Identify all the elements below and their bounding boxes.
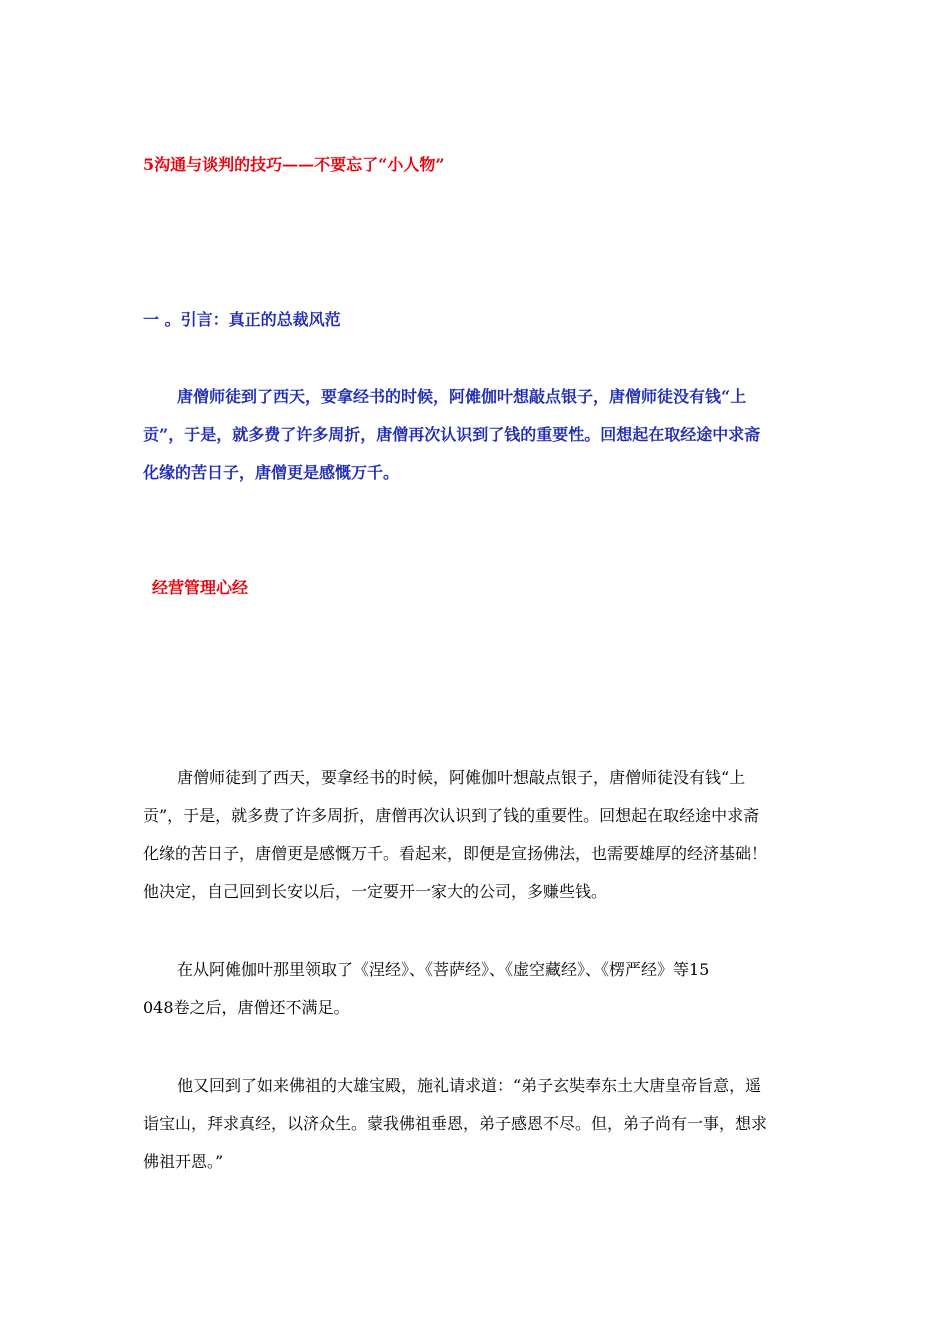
intro-line: 化缘的苦日子，唐僧更是感慨万千。: [143, 463, 400, 482]
body-paragraph: [143, 951, 803, 1027]
paragraph-line: 佛祖开恩。”: [143, 1152, 224, 1171]
paragraph-line: 化缘的苦日子，唐僧更是感慨万千。看起来，即便是宣扬佛法，也需要雄厚的经济基础！: [143, 844, 768, 863]
intro-line: 唐僧师徒到了西天，要拿经书的时候，阿傩伽叶想敲点银子，唐僧师徒没有钱“上: [177, 387, 747, 406]
paragraph-line: 贡”，于是，就多费了许多周折，唐僧再次认识到了钱的重要性。回想起在取经途中求斋: [143, 806, 760, 825]
intro-line: 贡”，于是，就多费了许多周折，唐僧再次认识到了钱的重要性。回想起在取经途中求斋: [143, 425, 761, 444]
paragraph-line: 唐僧师徒到了西天，要拿经书的时候，阿傩伽叶想敲点银子，唐僧师徒没有钱“上: [177, 768, 746, 787]
intro-paragraph: [143, 378, 803, 492]
paragraph-line: 他又回到了如来佛祖的大雄宝殿，施礼请求道：“弟子玄奘奉东土大唐皇帝旨意，遥: [177, 1076, 762, 1095]
document-title: 5沟通与谈判的技巧——不要忘了“小人物”: [143, 155, 445, 174]
body-paragraph: [143, 759, 803, 911]
section-heading: 一 。引言：真正的总裁风范: [143, 310, 341, 329]
paragraph-line: 他决定，自己回到长安以后，一定要开一家大的公司，多赚些钱。: [143, 882, 608, 901]
body-paragraph: [143, 1067, 803, 1181]
paragraph-line: 048卷之后，唐僧还不满足。: [143, 998, 350, 1017]
paragraph-line: 诣宝山，拜求真经，以济众生。蒙我佛祖垂恩，弟子感恩不尽。但，弟子尚有一事，想求: [143, 1114, 768, 1133]
subheading: 经营管理心经: [152, 578, 249, 597]
paragraph-line: 在从阿傩伽叶那里领取了《涅经》、《菩萨经》、《虚空藏经》、《楞严经》等15: [177, 960, 710, 979]
